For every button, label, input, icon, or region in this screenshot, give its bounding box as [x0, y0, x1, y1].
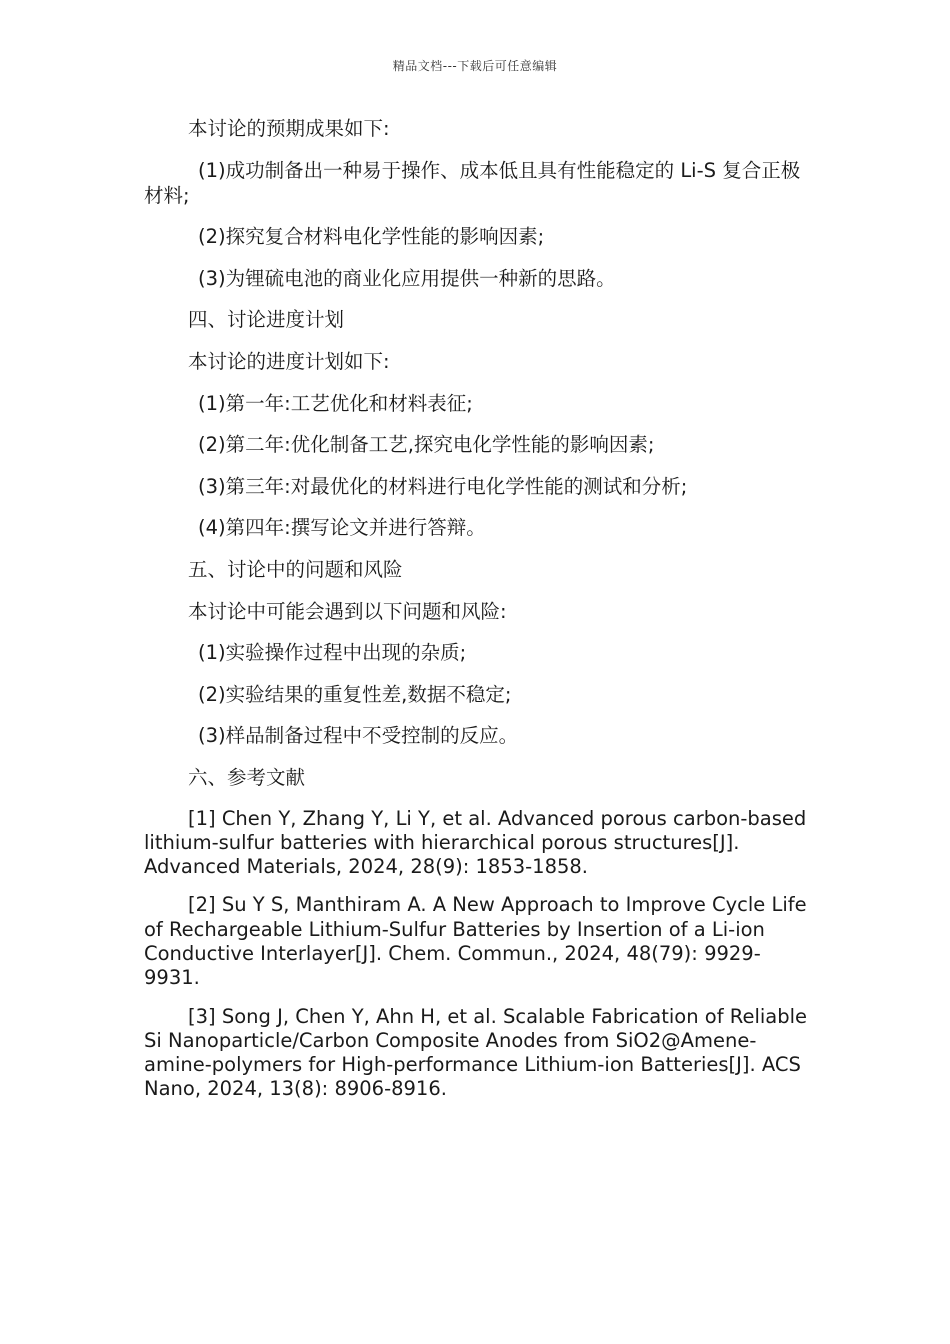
- section-heading-references: 六、参考文献: [188, 765, 306, 789]
- outcome-item: (1)成功制备出一种易于操作、成本低且具有性能稳定的 Li-S 复合正极材料;: [144, 158, 801, 207]
- schedule-item: (1)第一年:工艺优化和材料表征;: [198, 391, 473, 415]
- risk-item: (1)实验操作过程中出现的杂质;: [198, 641, 467, 665]
- page-header: 精品文档---下载后可任意编辑: [392, 59, 558, 73]
- reference-item: [3] Song J, Chen Y, Ahn H, et al. Scalable Fabrication of Reliable Si Nanoparticle/Carbon Composite Anodes from SiO2@Amene-amine-polymers for High-performance Lithium-ion Batteries[J]. ACS Nano, 2024, 13(8): 8906-8916.: [144, 1004, 808, 1101]
- reference-item: [1] Chen Y, Zhang Y, Li Y, et al. Advanced porous carbon-based lithium-sulfur batteries with hierarchical porous structures[J]. Advanced Materials, 2024, 28(9): 1853-1858.: [144, 806, 807, 879]
- risk-item: (3)样品制备过程中不受控制的反应。: [198, 724, 519, 748]
- reference-item: [2] Su Y S, Manthiram A. A New Approach to Improve Cycle Life of Rechargeable Lithium-Sulfur Batteries by Insertion of a Li-ion Conductive Interlayer[J]. Chem. Commun., 2024, 48(79): 9929-9931.: [144, 893, 807, 990]
- outcomes-intro: 本讨论的预期成果如下:: [188, 117, 390, 140]
- section-heading-schedule: 四、讨论进度计划: [188, 308, 345, 332]
- schedule-item: (3)第三年:对最优化的材料进行电化学性能的测试和分析;: [198, 474, 688, 498]
- schedule-item: (2)第二年:优化制备工艺,探究电化学性能的影响因素;: [198, 433, 655, 457]
- outcome-item: (3)为锂硫电池的商业化应用提供一种新的思路。: [198, 266, 616, 290]
- risks-intro: 本讨论中可能会遇到以下问题和风险:: [188, 599, 507, 623]
- outcome-item: (2)探究复合材料电化学性能的影响因素;: [198, 225, 545, 249]
- document-body: [144, 116, 808, 1116]
- schedule-item: (4)第四年:撰写论文并进行答辩。: [198, 516, 486, 540]
- section-heading-risks: 五、讨论中的问题和风险: [188, 557, 403, 581]
- schedule-intro: 本讨论的进度计划如下:: [188, 349, 390, 373]
- risk-item: (2)实验结果的重复性差,数据不稳定;: [198, 682, 512, 706]
